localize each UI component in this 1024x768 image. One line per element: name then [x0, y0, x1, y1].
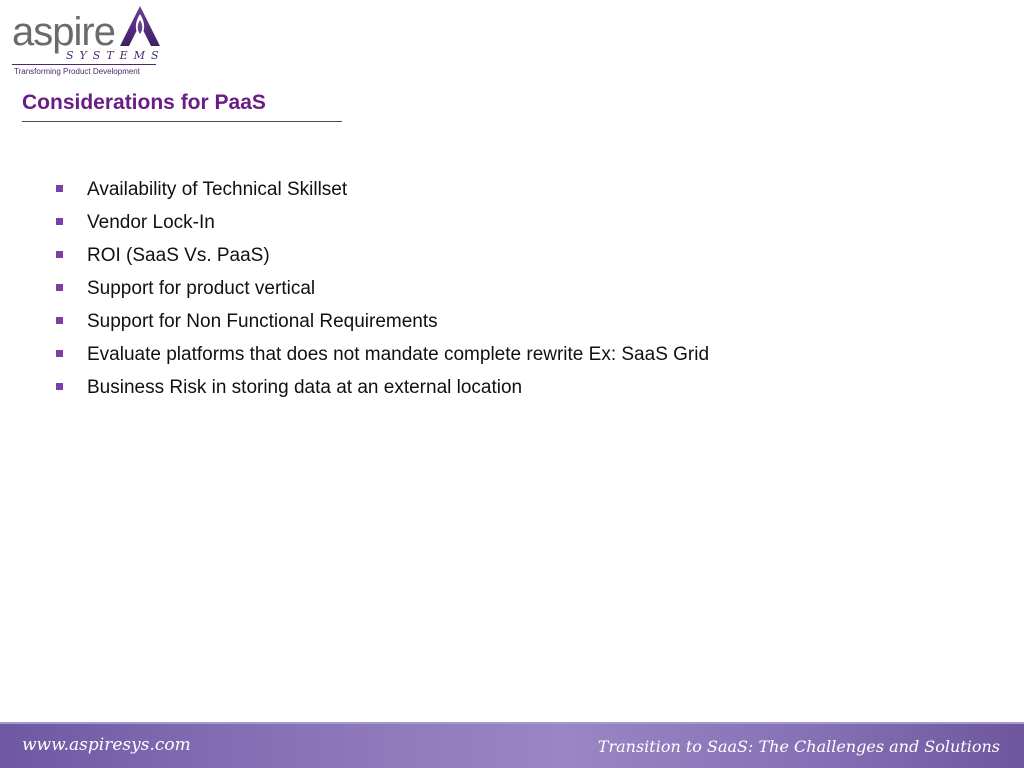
square-bullet-icon — [56, 284, 63, 291]
bullet-text: Vendor Lock-In — [87, 212, 215, 233]
square-bullet-icon — [56, 251, 63, 258]
footer-website: www.aspiresys.com — [22, 735, 191, 755]
bullet-text: ROI (SaaS Vs. PaaS) — [87, 245, 270, 266]
square-bullet-icon — [56, 218, 63, 225]
logo-wordmark: aspire — [12, 10, 115, 54]
title-underline — [22, 121, 342, 122]
bullet-item — [52, 242, 709, 275]
bullet-text: Evaluate platforms that does not mandate complete rewrite Ex: SaaS Grid — [87, 344, 710, 365]
footer-presentation-title: Transition to SaaS: The Challenges and Solutions — [597, 737, 1000, 756]
logo-emblem-icon — [118, 4, 162, 50]
bullet-item — [52, 275, 709, 308]
bullet-item — [52, 374, 709, 407]
slide-title: Considerations for PaaS — [22, 91, 266, 114]
bullet-item — [52, 209, 709, 242]
square-bullet-icon — [56, 383, 63, 390]
bullet-item — [52, 341, 709, 374]
bullet-text: Support for product vertical — [87, 278, 316, 299]
footer-divider — [0, 722, 1024, 724]
bullet-text: Availability of Technical Skillset — [87, 179, 348, 200]
logo-tagline: Transforming Product Development — [14, 67, 140, 76]
bullet-list — [52, 176, 709, 407]
logo-divider — [12, 64, 156, 65]
bullet-item — [52, 176, 709, 209]
bullet-text: Support for Non Functional Requirements — [87, 311, 438, 332]
bullet-text: Business Risk in storing data at an external location — [87, 377, 523, 398]
company-logo — [10, 2, 165, 80]
square-bullet-icon — [56, 317, 63, 324]
footer-bar — [0, 722, 1024, 768]
square-bullet-icon — [56, 350, 63, 357]
logo-subtitle: SYSTEMS — [66, 49, 165, 62]
square-bullet-icon — [56, 185, 63, 192]
bullet-item — [52, 308, 709, 341]
